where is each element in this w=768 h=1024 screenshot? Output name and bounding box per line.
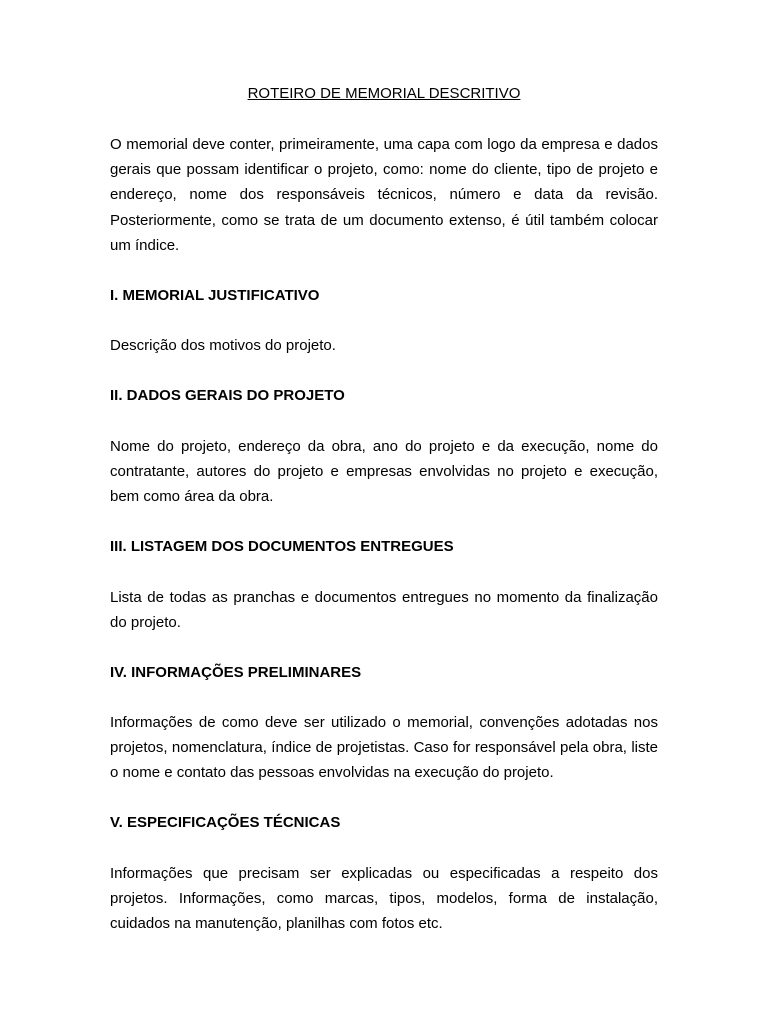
section-heading-informacoes-preliminares: IV. INFORMAÇÕES PRELIMINARES [110, 664, 362, 681]
section-heading-listagem-documentos: III. LISTAGEM DOS DOCUMENTOS ENTREGUES [110, 538, 454, 555]
section-heading-memorial-justificativo: I. MEMORIAL JUSTIFICATIVO [110, 287, 320, 304]
section-body-dados-gerais: Nome do projeto, endereço da obra, ano do projeto e da execução, nome do contratante, autores do projeto e empresas envolvidas no projeto e execução, bem como área da obra. [110, 438, 658, 506]
section-body-listagem-documentos: Lista de todas as pranchas e documentos entregues no momento da finalização do projeto. [110, 589, 658, 632]
section-body-especificacoes-tecnicas: Informações que precisam ser explicadas ou especificadas a respeito dos projetos. Informações, como marcas, tipos, modelos, forma de instalação, cuidados na manutenção, planilhas com fotos etc. [110, 865, 658, 933]
page-title: ROTEIRO DE MEMORIAL DESCRITIVO [247, 85, 521, 102]
section-heading-dados-gerais: II. DADOS GERAIS DO PROJETO [110, 387, 345, 404]
section-body-memorial-justificativo: Descrição dos motivos do projeto. [110, 337, 336, 354]
intro-paragraph: O memorial deve conter, primeiramente, uma capa com logo da empresa e dados gerais que possam identificar o projeto, como: nome do cliente, tipo de projeto e endereço, nome dos responsáveis técnicos, número e data da revisão. Posteriormente, como se trata de um documento extenso, é útil também colocar um índice. [110, 136, 658, 254]
section-body-informacoes-preliminares: Informações de como deve ser utilizado o memorial, convenções adotadas nos projetos, nomenclatura, índice de projetistas. Caso for responsável pela obra, liste o nome e contato das pessoas envolvidas na execução do projeto. [110, 714, 658, 782]
section-heading-especificacoes-tecnicas: V. ESPECIFICAÇÕES TÉCNICAS [110, 814, 341, 831]
